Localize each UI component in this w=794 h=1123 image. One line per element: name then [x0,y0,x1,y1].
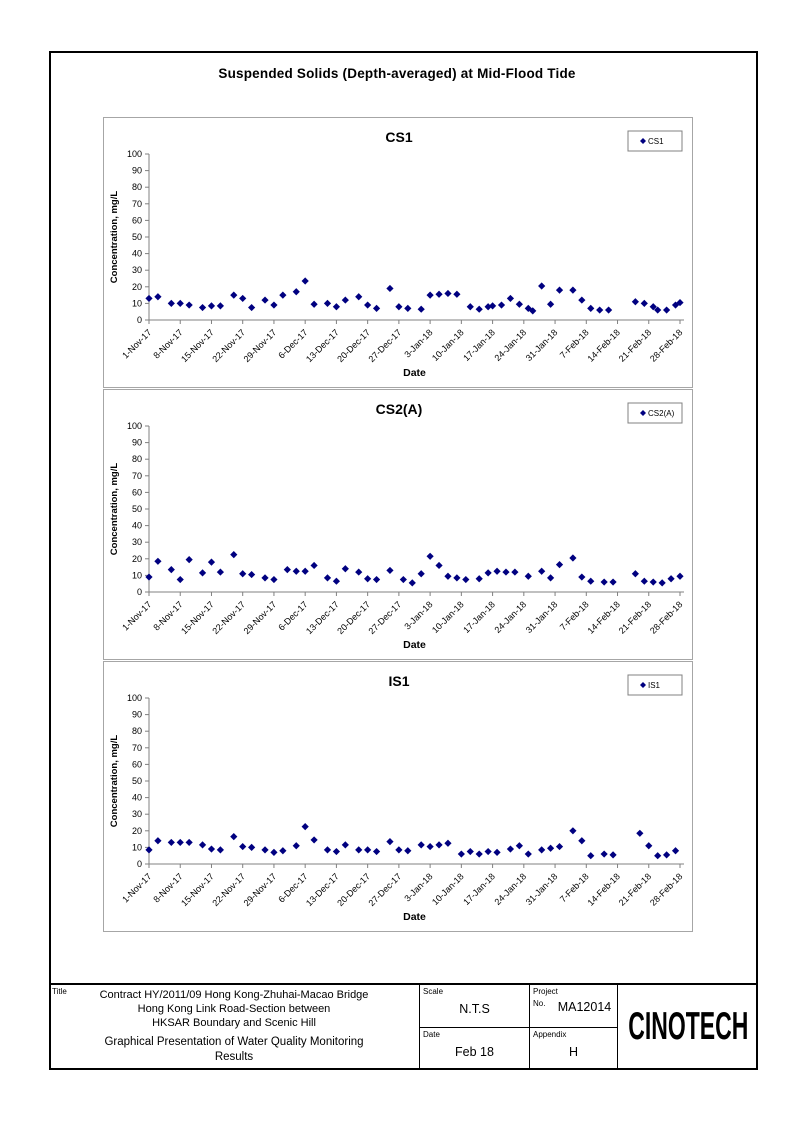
data-point [601,578,608,585]
y-tick-label: 70 [131,742,142,753]
x-tick-label: 27-Dec-17 [366,599,404,637]
data-point [324,846,331,853]
x-tick-label: 1-Nov-17 [120,871,154,905]
x-tick-label: 28-Feb-18 [647,599,685,636]
data-point [400,576,407,583]
data-point [435,562,442,569]
x-tick-label: 3-Jan-18 [402,871,435,904]
data-point [538,568,545,575]
x-tick-label: 27-Dec-17 [366,871,404,909]
y-tick-label: 80 [131,726,142,737]
data-point [578,296,585,303]
data-point [177,839,184,846]
data-point [208,845,215,852]
data-point [418,306,425,313]
data-point [444,840,451,847]
x-tick-label: 21-Feb-18 [616,871,654,908]
data-point [641,578,648,585]
data-point [293,288,300,295]
x-tick-label: 17-Jan-18 [461,871,498,908]
data-point [525,850,532,857]
x-tick-label: 17-Jan-18 [461,599,498,636]
data-point [636,830,643,837]
x-tick-label: 8-Nov-17 [151,871,185,905]
appendix-value: H [568,1044,579,1059]
data-point [386,285,393,292]
data-point [605,306,612,313]
scale-cell [420,985,529,1028]
data-point [261,574,268,581]
title-label: Title [52,987,67,996]
data-point [427,292,434,299]
y-tick-label: 100 [126,149,142,159]
data-point [311,301,318,308]
data-point [239,295,246,302]
data-point [355,846,362,853]
data-point [404,305,411,312]
data-point [538,846,545,853]
description-text [49,1035,419,1065]
project-no-label: No. [533,999,546,1008]
contract-line: Hong Kong Link Road-Section between [137,1003,331,1015]
x-tick-label: 24-Jan-18 [492,327,529,364]
chart-title: IS1 [388,673,410,689]
x-tick-label: 24-Jan-18 [492,871,529,908]
x-tick-label: 28-Feb-18 [647,871,685,908]
data-point [279,847,286,854]
data-point [427,553,434,560]
data-point [302,568,309,575]
data-point [485,569,492,576]
data-point [230,833,237,840]
data-point [569,827,576,834]
y-tick-label: 80 [131,454,142,465]
x-axis-title: Date [403,367,426,379]
date-value: Feb 18 [455,1044,494,1059]
data-point [609,851,616,858]
data-point [502,568,509,575]
data-point [248,571,255,578]
y-tick-label: 90 [131,709,142,720]
y-tick-label: 10 [131,842,142,853]
data-point [355,293,362,300]
x-tick-label: 10-Jan-18 [430,599,466,636]
data-point [538,282,545,289]
chart-title: CS2(A) [375,401,423,417]
data-point [641,300,648,307]
data-point [650,578,657,585]
data-point [373,576,380,583]
data-point [587,305,594,312]
data-point [324,574,331,581]
data-point [659,579,666,586]
x-tick-label: 24-Jan-18 [492,599,529,636]
data-point [386,838,393,845]
data-point [569,287,576,294]
date-cell [420,1028,529,1071]
description-line: Results [214,1051,254,1063]
x-tick-label: 6-Dec-17 [276,871,310,905]
x-tick-label: 15-Nov-17 [179,871,216,909]
scatter-chart-cs2a [104,390,692,659]
data-point [355,568,362,575]
x-tick-label: 6-Dec-17 [276,327,310,361]
data-point [199,841,206,848]
y-tick-label: 0 [136,859,142,869]
data-point [587,578,594,585]
x-tick-label: 22-Nov-17 [210,599,248,637]
data-point [248,304,255,311]
contract-line: HKSAR Boundary and Scenic Hill [152,1017,316,1029]
data-point [293,842,300,849]
scatter-chart-cs1 [104,118,692,387]
data-point [261,296,268,303]
data-point [609,578,616,585]
x-tick-label: 27-Dec-17 [366,327,404,365]
x-tick-label: 20-Dec-17 [335,599,373,637]
chart-panel-cs2a [103,389,693,660]
data-point [217,568,224,575]
data-point [208,302,215,309]
data-point [453,574,460,581]
data-point [556,561,563,568]
data-point [217,846,224,853]
data-point [485,848,492,855]
x-tick-label: 22-Nov-17 [210,327,248,365]
description-line: Graphical Presentation of Water Quality Monitoring [104,1036,364,1048]
data-point [489,302,496,309]
y-tick-label: 20 [131,553,142,564]
x-tick-label: 7-Feb-18 [557,599,591,633]
x-tick-label: 15-Nov-17 [179,327,216,365]
data-point [596,306,603,313]
x-tick-label: 14-Feb-18 [585,599,622,636]
x-tick-label: 20-Dec-17 [335,327,373,365]
x-tick-label: 6-Dec-17 [276,599,310,633]
data-point [663,851,670,858]
x-tick-label: 1-Nov-17 [120,599,154,633]
data-point [498,301,505,308]
y-tick-label: 30 [131,265,142,276]
data-point [654,852,661,859]
data-point [667,575,674,582]
chart-panel-is1 [103,661,693,932]
data-point [342,296,349,303]
y-tick-label: 70 [131,470,142,481]
data-point [587,852,594,859]
data-point [154,558,161,565]
x-tick-label: 14-Feb-18 [585,327,622,364]
data-point [409,579,416,586]
data-point [342,841,349,848]
x-axis-title: Date [403,911,426,923]
data-point [168,566,175,573]
data-point [547,301,554,308]
data-point [632,298,639,305]
legend-label: CS2(A) [648,409,675,418]
data-point [333,303,340,310]
data-point [458,850,465,857]
data-point [516,842,523,849]
x-tick-label: 13-Dec-17 [304,871,341,909]
x-tick-label: 20-Dec-17 [335,871,373,909]
data-point [578,573,585,580]
data-point [516,301,523,308]
y-tick-label: 90 [131,165,142,176]
data-point [578,837,585,844]
data-point [199,569,206,576]
data-point [145,295,152,302]
y-tick-label: 30 [131,537,142,548]
x-tick-label: 7-Feb-18 [557,871,591,905]
data-point [373,848,380,855]
data-point [311,562,318,569]
data-point [208,559,215,566]
x-tick-label: 31-Jan-18 [523,599,560,636]
y-tick-label: 60 [131,759,142,770]
y-tick-label: 0 [136,587,142,597]
data-point [293,568,300,575]
y-tick-label: 70 [131,198,142,209]
x-axis-title: Date [403,639,426,651]
y-tick-label: 0 [136,315,142,325]
data-point [168,839,175,846]
contract-line: Contract HY/2011/09 Hong Kong-Zhuhai-Macao Bridge [99,989,369,1001]
title-block [49,983,758,1070]
data-point [186,556,193,563]
x-tick-label: 13-Dec-17 [304,599,341,637]
data-point [676,573,683,580]
chart-panel-cs1 [103,117,693,388]
y-tick-label: 60 [131,487,142,498]
x-tick-label: 17-Jan-18 [461,327,498,364]
data-point [453,291,460,298]
x-tick-label: 10-Jan-18 [430,871,466,908]
project-number-value: MA12014 [557,999,612,1014]
data-point [168,300,175,307]
data-point [444,290,451,297]
data-point [467,848,474,855]
chart-title: CS1 [385,129,413,145]
data-point [261,846,268,853]
y-tick-label: 60 [131,215,142,226]
data-point [239,843,246,850]
y-axis-title: Concentration, mg/L [109,734,120,828]
data-point [270,301,277,308]
data-point [462,576,469,583]
scale-label: Scale [423,987,444,996]
data-point [418,841,425,848]
data-point [333,578,340,585]
y-tick-label: 100 [126,421,142,431]
scatter-chart-is1 [104,662,692,931]
data-point [435,841,442,848]
data-point [333,848,340,855]
data-point [342,565,349,572]
y-tick-label: 90 [131,437,142,448]
x-tick-label: 29-Nov-17 [241,599,279,637]
data-point [476,575,483,582]
y-tick-label: 20 [131,281,142,292]
page-title: Suspended Solids (Depth-averaged) at Mid-Flood Tide [218,66,576,81]
data-point [154,837,161,844]
y-tick-label: 50 [131,776,142,786]
data-point [324,300,331,307]
x-tick-label: 29-Nov-17 [241,871,279,909]
x-tick-label: 7-Feb-18 [557,327,591,361]
data-point [186,301,193,308]
title-block-title-cell [49,985,420,1070]
data-point [248,844,255,851]
x-tick-label: 10-Jan-18 [430,327,466,364]
data-point [145,573,152,580]
x-tick-label: 29-Nov-17 [241,327,279,365]
y-tick-label: 80 [131,182,142,193]
y-tick-label: 50 [131,232,142,242]
date-label: Date [423,1029,440,1039]
data-point [525,573,532,580]
data-point [364,575,371,582]
data-point [493,849,500,856]
data-point [418,570,425,577]
x-tick-label: 14-Feb-18 [585,871,622,908]
data-point [395,303,402,310]
x-tick-label: 3-Jan-18 [402,327,435,360]
x-tick-label: 28-Feb-18 [647,327,685,364]
y-tick-label: 40 [131,520,142,531]
data-point [386,567,393,574]
scale-value: N.T.S [459,1001,490,1016]
data-point [476,306,483,313]
appendix-label: Appendix [533,1029,567,1039]
data-point [556,843,563,850]
data-point [395,846,402,853]
legend-label: CS1 [648,137,664,146]
data-point [177,576,184,583]
data-point [663,306,670,313]
data-point [177,300,184,307]
x-tick-label: 8-Nov-17 [151,327,185,361]
x-tick-label: 15-Nov-17 [179,599,216,637]
company-logo-cell [618,985,758,1070]
data-point [507,295,514,302]
x-tick-label: 21-Feb-18 [616,599,654,636]
cinotech-logo: CINOTECH [627,1005,749,1049]
data-point [302,823,309,830]
data-point [284,566,291,573]
y-axis-title: Concentration, mg/L [109,190,120,284]
legend-label: IS1 [648,681,661,690]
data-point [404,847,411,854]
data-point [547,845,554,852]
data-point [154,293,161,300]
data-point [311,836,318,843]
data-point [444,573,451,580]
project-cell [530,985,617,1028]
data-point [230,292,237,299]
data-point [199,304,206,311]
x-tick-label: 13-Dec-17 [304,327,341,365]
data-point [239,570,246,577]
data-point [645,842,652,849]
appendix-cell [530,1028,617,1071]
data-point [493,568,500,575]
y-tick-label: 30 [131,809,142,820]
data-point [476,850,483,857]
x-tick-label: 31-Jan-18 [523,871,560,908]
x-tick-label: 22-Nov-17 [210,871,248,909]
y-tick-label: 20 [131,825,142,836]
data-point [302,277,309,284]
data-point [672,847,679,854]
project-label: Project [533,987,558,996]
x-tick-label: 21-Feb-18 [616,327,654,364]
data-point [467,303,474,310]
x-tick-label: 3-Jan-18 [402,599,435,632]
data-point [601,850,608,857]
data-point [364,301,371,308]
data-point [511,568,518,575]
data-point [270,576,277,583]
data-point [632,570,639,577]
data-point [186,839,193,846]
x-tick-label: 31-Jan-18 [523,327,560,364]
data-point [547,574,554,581]
data-point [230,551,237,558]
y-tick-label: 40 [131,792,142,803]
contract-text [49,988,419,1030]
data-point [556,287,563,294]
data-point [364,846,371,853]
y-tick-label: 40 [131,248,142,259]
y-tick-label: 100 [126,693,142,703]
title-block-scale-date-column [420,985,530,1070]
y-tick-label: 50 [131,504,142,514]
data-point [427,843,434,850]
x-tick-label: 1-Nov-17 [120,327,154,361]
data-point [373,305,380,312]
data-point [435,291,442,298]
data-point [270,849,277,856]
y-tick-label: 10 [131,570,142,581]
y-tick-label: 10 [131,298,142,309]
x-tick-label: 8-Nov-17 [151,599,185,633]
title-block-project-appendix-column [530,985,618,1070]
data-point [507,845,514,852]
y-axis-title: Concentration, mg/L [109,462,120,556]
data-point [217,302,224,309]
data-point [279,292,286,299]
data-point [569,554,576,561]
